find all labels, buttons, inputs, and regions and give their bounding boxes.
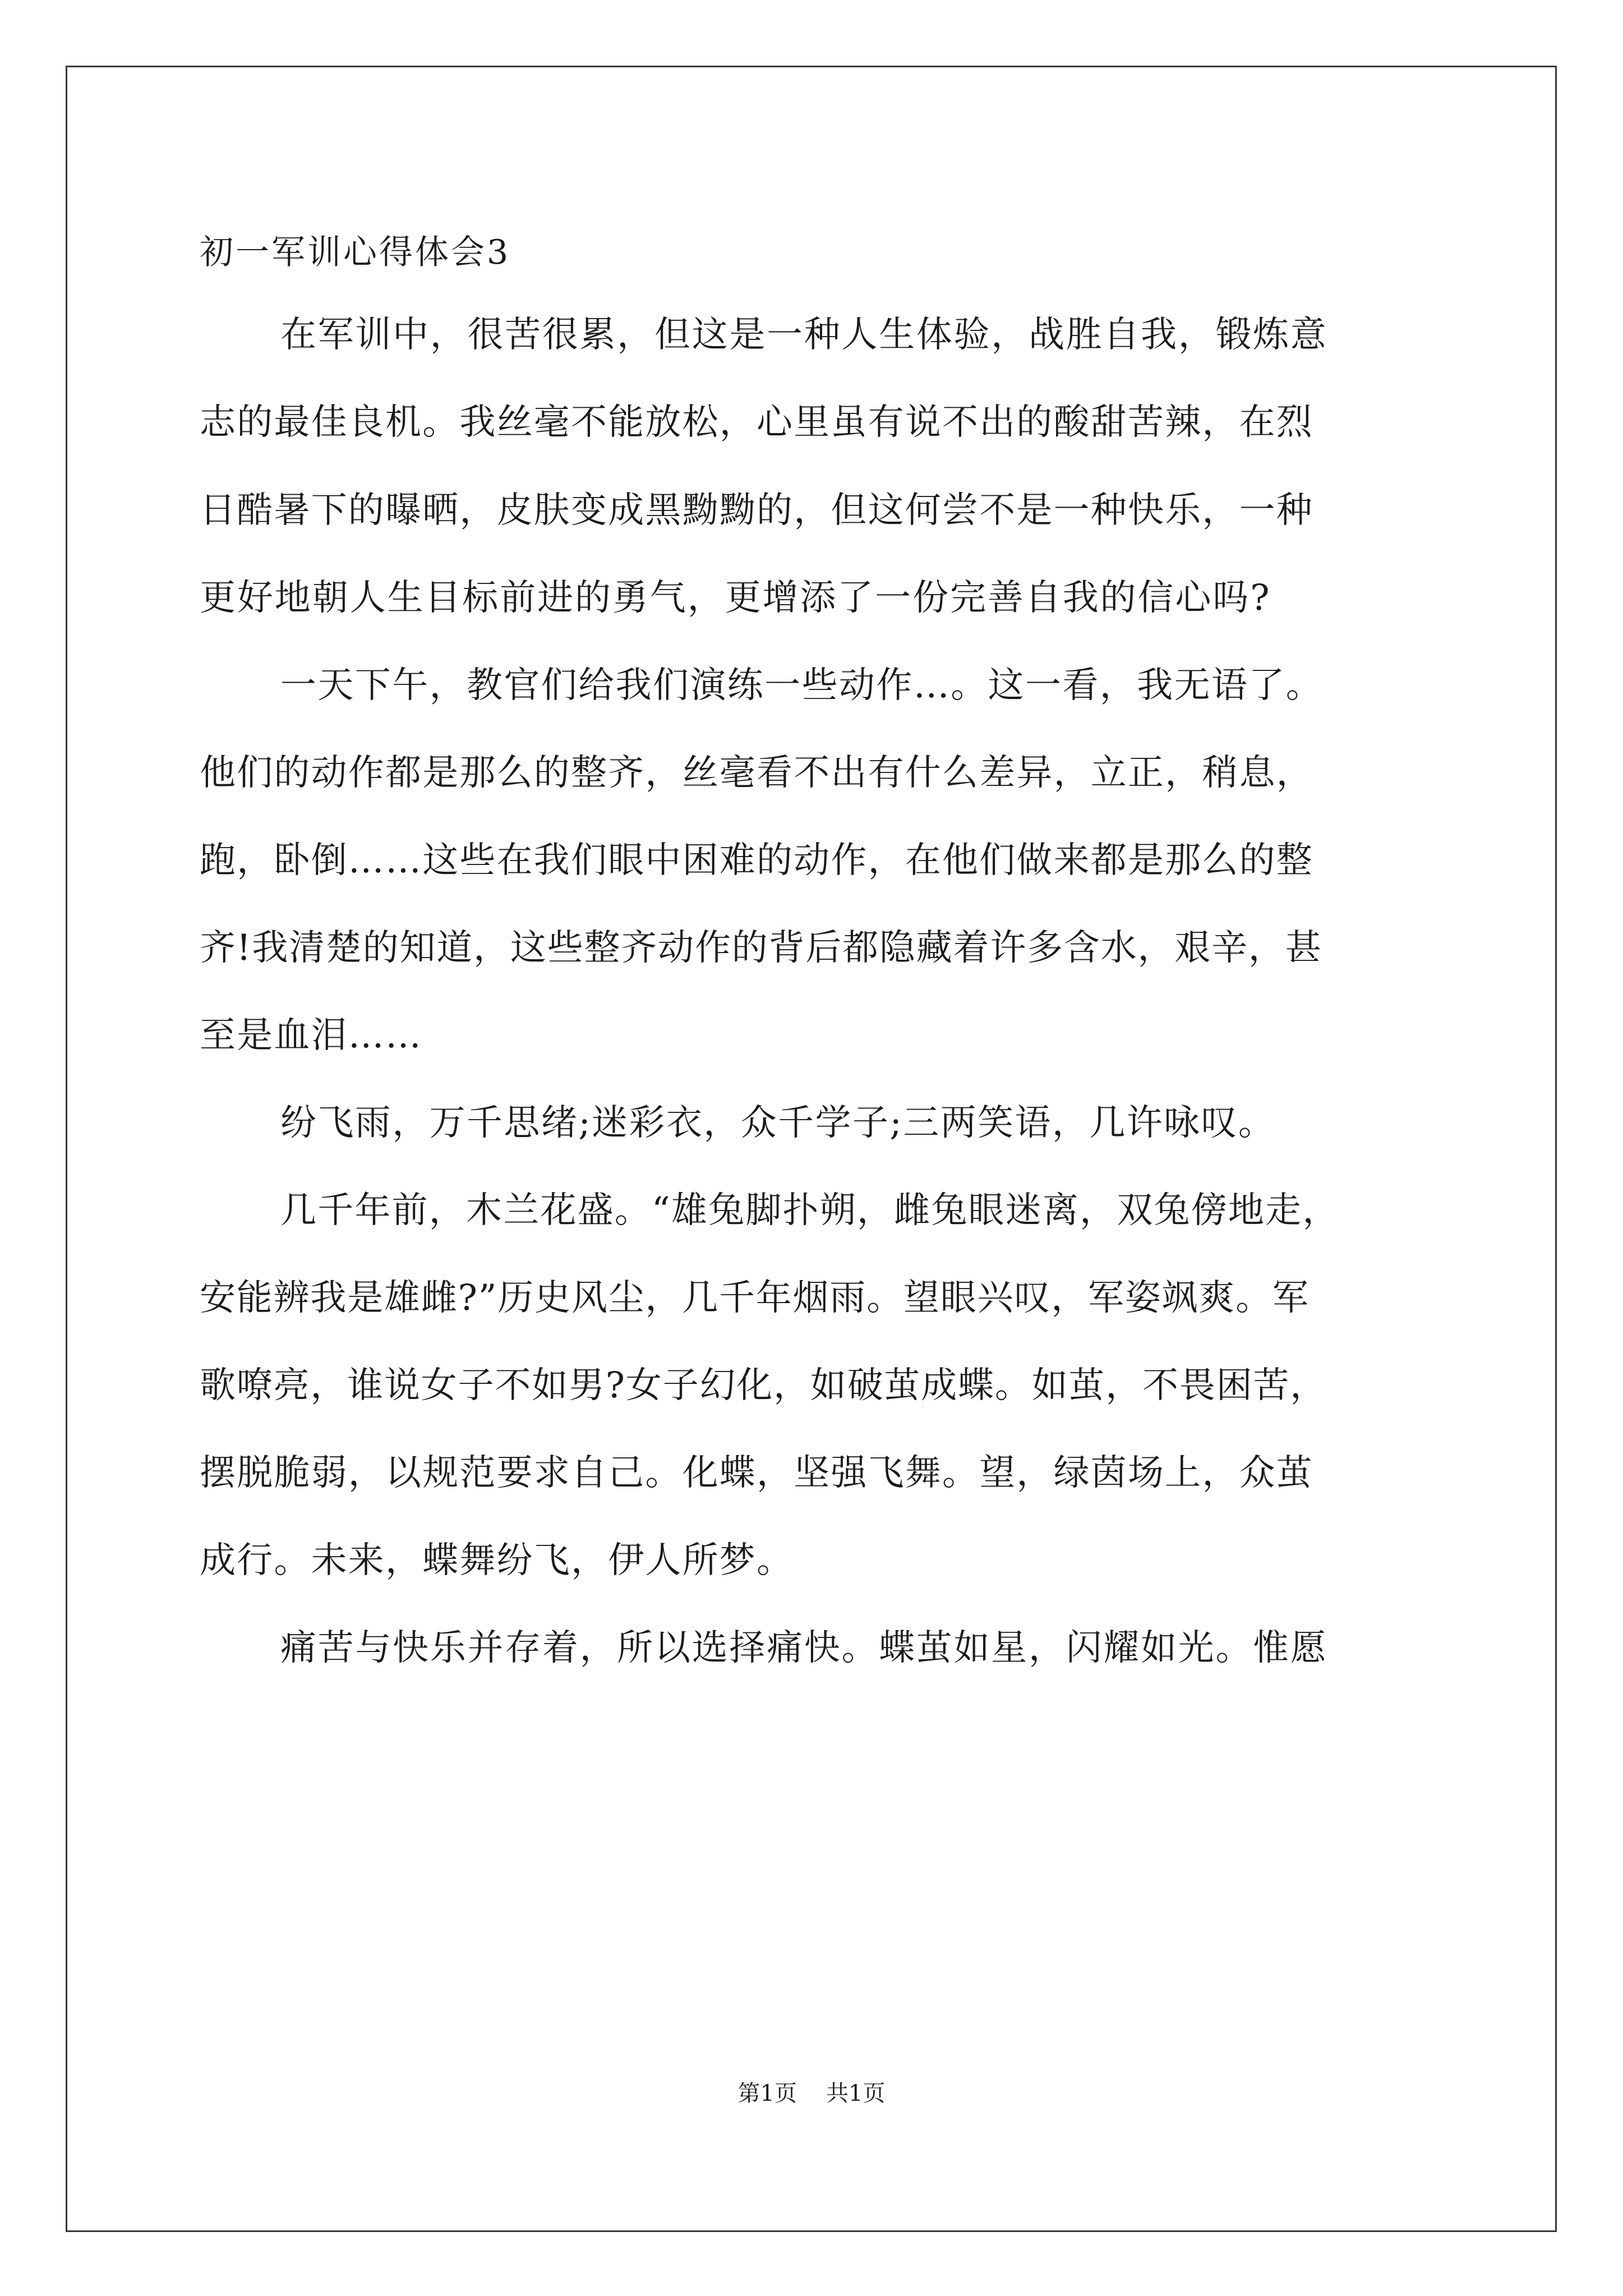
body-line: 一天下午，教官们给我们演练一些动作…。这一看，我无语了。 (280, 665, 1324, 706)
body-line: 歌嘹亮，谁说女子不如男?女子幻化，如破茧成蝶。如茧，不畏困苦， (200, 1365, 1327, 1406)
document-title: 初一军训心得体会3 (200, 233, 511, 272)
body-line: 摆脱脆弱，以规范要求自己。化蝶，坚强飞舞。望，绿茵场上，众茧 (200, 1452, 1313, 1494)
body-line: 齐!我清楚的知道，这些整齐动作的背后都隐藏着许多含水，艰辛，甚 (200, 927, 1322, 969)
body-line: 成行。未来，蝶舞纷飞，伊人所梦。 (200, 1540, 794, 1581)
body-line: 几千年前，木兰花盛。“雄兔脚扑朔，雌兔眼迷离，双兔傍地走， (280, 1190, 1340, 1231)
body-line: 安能辨我是雄雌?”历史风尘，几千年烟雨。望眼兴叹，军姿飒爽。军 (200, 1277, 1310, 1319)
body-line: 志的最佳良机。我丝毫不能放松，心里虽有说不出的酸甜苦辣，在烈 (200, 402, 1313, 443)
body-line: 更好地朝人生目标前进的勇气，更增添了一份完善自我的信心吗? (200, 577, 1271, 619)
body-line: 在军训中，很苦很累，但这是一种人生体验，战胜自我，锻炼意 (280, 314, 1328, 356)
body-line: 痛苦与快乐并存着，所以选择痛快。蝶茧如星，闪耀如光。惟愿 (280, 1627, 1328, 1669)
body-line: 他们的动作都是那么的整齐，丝毫看不出有什么差异，立正，稍息， (200, 752, 1313, 794)
page-footer (0, 2079, 1623, 2108)
page-total: 共1页 (826, 2081, 886, 2106)
body-line: 跑，卧倒……这些在我们眼中困难的动作，在他们做来都是那么的整 (200, 840, 1313, 881)
body-line: 日酷暑下的曝晒，皮肤变成黑黝黝的，但这何尝不是一种快乐，一种 (200, 490, 1313, 531)
page-number: 第1页 (737, 2081, 797, 2106)
body-line: 至是血泪…… (200, 1015, 423, 1056)
page-border (66, 66, 1557, 2232)
body-line: 纷飞雨，万千思绪;迷彩衣，众千学子;三两笑语，几许咏叹。 (280, 1102, 1276, 1144)
